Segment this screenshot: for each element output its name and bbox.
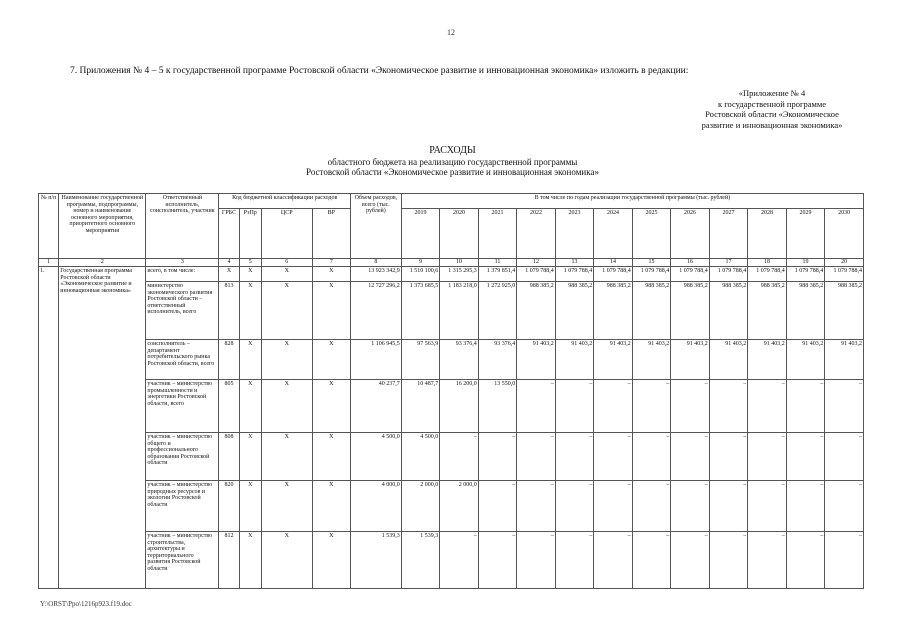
- year-value-cell: 93 376,4: [478, 340, 517, 380]
- year-value-cell: 1 379 851,4: [478, 267, 517, 282]
- column-number: 8: [351, 259, 402, 267]
- year-value-cell: 1 079 788,4: [671, 267, 710, 282]
- year-value-cell: –: [748, 532, 787, 589]
- column-number: 10: [440, 259, 479, 267]
- year-value-cell: 1 272 925,0: [478, 282, 517, 340]
- csr-cell: X: [261, 267, 312, 282]
- header-name: Наименование государственной программы, подпрограммы, номер и наименование основного мероприятия, приоритетного основного мероприятия: [59, 194, 146, 259]
- csr-cell: X: [261, 481, 312, 532]
- grbs-cell: 805: [219, 380, 239, 433]
- vr-cell: X: [312, 282, 351, 340]
- column-number: 19: [786, 259, 825, 267]
- year-value-cell: –: [709, 532, 748, 589]
- year-value-cell: –: [632, 532, 671, 589]
- rzpr-cell: X: [239, 282, 261, 340]
- intro-paragraph: 7. Приложения № 4 – 5 к государственной программе Ростовской области «Экономическое развитие и инновационная экономика» изложить в редакции:: [70, 66, 689, 76]
- annex-header: [672, 88, 872, 130]
- year-value-cell: 1 079 788,4: [709, 267, 748, 282]
- year-value-cell: –: [632, 380, 671, 433]
- year-value-cell: 4 500,0: [401, 433, 440, 481]
- table-row: [39, 532, 864, 589]
- year-value-cell: –: [825, 481, 864, 532]
- header-volume: Объем расходов, всего (тыс. рублей): [351, 194, 402, 259]
- year-value-cell: 91 403,2: [517, 340, 556, 380]
- year-value-cell: –: [671, 433, 710, 481]
- year-value-cell: –: [825, 433, 864, 481]
- year-value-cell: –: [594, 481, 633, 532]
- year-value-cell: –: [825, 380, 864, 433]
- column-number: 17: [709, 259, 748, 267]
- column-number: 9: [401, 259, 440, 267]
- total-cell: 4 000,0: [351, 481, 402, 532]
- year-value-cell: 988 385,2: [748, 282, 787, 340]
- header-num: № п/п: [39, 194, 59, 259]
- year-value-cell: 988 385,2: [671, 282, 710, 340]
- year-value-cell: 1 183 218,0: [440, 282, 479, 340]
- annex-line-4: развитие и инновационная экономика»: [701, 119, 843, 130]
- year-value-cell: 1 079 788,4: [517, 267, 556, 282]
- grbs-cell: X: [219, 267, 239, 282]
- header-year-5: 2024: [594, 209, 633, 259]
- grbs-cell: 828: [219, 340, 239, 380]
- year-value-cell: 988 385,2: [555, 282, 594, 340]
- year-value-cell: 988 385,2: [709, 282, 748, 340]
- table-row: [39, 433, 864, 481]
- year-value-cell: –: [555, 481, 594, 532]
- vr-cell: X: [312, 532, 351, 589]
- program-number: 1.: [39, 267, 59, 589]
- annex-line-1: «Приложение № 4: [738, 88, 806, 98]
- header-year-8: 2027: [709, 209, 748, 259]
- year-value-cell: 1 079 788,4: [748, 267, 787, 282]
- header-codes: Код бюджетной классификации расходов: [219, 194, 351, 209]
- year-value-cell: –: [594, 532, 633, 589]
- expenses-table: [38, 193, 864, 589]
- column-number: 6: [261, 259, 312, 267]
- table-row: [39, 380, 864, 433]
- table-row: [39, 340, 864, 380]
- year-value-cell: –: [709, 481, 748, 532]
- header-year-9: 2028: [748, 209, 787, 259]
- year-value-cell: 1 079 788,4: [632, 267, 671, 282]
- year-value-cell: 1 315 295,3: [440, 267, 479, 282]
- year-value-cell: –: [440, 532, 479, 589]
- header-code-0: ГРБС: [219, 209, 239, 259]
- year-value-cell: –: [671, 481, 710, 532]
- header-year-3: 2022: [517, 209, 556, 259]
- total-cell: 1 106 945,5: [351, 340, 402, 380]
- year-value-cell: –: [786, 532, 825, 589]
- vr-cell: X: [312, 340, 351, 380]
- table-row: [39, 481, 864, 532]
- header-years: В том числе по годам реализации государственной программы (тыс. рублей): [401, 194, 863, 209]
- year-value-cell: 16 200,0: [440, 380, 479, 433]
- year-value-cell: –: [517, 380, 556, 433]
- header-row-1: [39, 194, 864, 209]
- year-value-cell: 91 403,2: [594, 340, 633, 380]
- executor-cell: участник – министерство природных ресурсов и экологии Ростовской области: [146, 481, 219, 532]
- year-value-cell: –: [632, 433, 671, 481]
- csr-cell: X: [261, 340, 312, 380]
- vr-cell: X: [312, 481, 351, 532]
- column-number: 20: [825, 259, 864, 267]
- column-number: 16: [671, 259, 710, 267]
- year-value-cell: 91 403,2: [632, 340, 671, 380]
- vr-cell: X: [312, 433, 351, 481]
- year-value-cell: –: [478, 532, 517, 589]
- program-name: Государственная программа Ростовской области «Экономическое развитие и инновационная экономика»: [59, 267, 146, 589]
- header-year-10: 2029: [786, 209, 825, 259]
- year-value-cell: –: [786, 481, 825, 532]
- year-value-cell: 988 385,2: [517, 282, 556, 340]
- year-value-cell: –: [555, 380, 594, 433]
- grbs-cell: 813: [219, 282, 239, 340]
- csr-cell: X: [261, 380, 312, 433]
- page-number: 12: [447, 28, 455, 37]
- year-value-cell: 91 403,2: [825, 340, 864, 380]
- total-cell: 40 237,7: [351, 380, 402, 433]
- column-number-row: [39, 259, 864, 267]
- year-value-cell: 1 079 788,4: [786, 267, 825, 282]
- total-cell: 12 727 296,2: [351, 282, 402, 340]
- year-value-cell: –: [786, 433, 825, 481]
- year-value-cell: 988 385,2: [786, 282, 825, 340]
- grbs-cell: 820: [219, 481, 239, 532]
- column-number: 14: [594, 259, 633, 267]
- executor-cell: участник – министерство общего и профессионального образования Ростовской области: [146, 433, 219, 481]
- document-title: [250, 146, 655, 178]
- header-year-11: 2030: [825, 209, 864, 259]
- executor-cell: соисполнитель – департамент потребительского рынка Ростовской области, всего: [146, 340, 219, 380]
- year-value-cell: 988 385,2: [632, 282, 671, 340]
- rzpr-cell: X: [239, 340, 261, 380]
- year-value-cell: 97 563,9: [401, 340, 440, 380]
- executor-cell: всего, в том числе:: [146, 267, 219, 282]
- rzpr-cell: X: [239, 433, 261, 481]
- year-value-cell: –: [709, 433, 748, 481]
- rzpr-cell: X: [239, 267, 261, 282]
- year-value-cell: 10 487,7: [401, 380, 440, 433]
- year-value-cell: 2 000,0: [401, 481, 440, 532]
- year-value-cell: –: [825, 532, 864, 589]
- year-value-cell: –: [748, 433, 787, 481]
- column-number: 2: [59, 259, 146, 267]
- header-code-1: РзПр: [239, 209, 261, 259]
- year-value-cell: 91 403,2: [786, 340, 825, 380]
- year-value-cell: –: [632, 481, 671, 532]
- year-value-cell: 1 079 788,4: [555, 267, 594, 282]
- column-number: 3: [146, 259, 219, 267]
- footer-file-path: Y:\ORST\Ppo\1216p923.f19.doc: [40, 600, 132, 608]
- header-year-0: 2019: [401, 209, 440, 259]
- title-line-2: областного бюджета на реализацию государственной программы: [327, 156, 578, 167]
- year-value-cell: 93 376,4: [440, 340, 479, 380]
- header-code-3: ВР: [312, 209, 351, 259]
- csr-cell: X: [261, 532, 312, 589]
- column-number: 15: [632, 259, 671, 267]
- vr-cell: X: [312, 267, 351, 282]
- grbs-cell: 808: [219, 433, 239, 481]
- executor-cell: участник – министерство строительства, архитектуры и территориального развития Ростовской области: [146, 532, 219, 589]
- year-value-cell: –: [594, 433, 633, 481]
- year-value-cell: –: [748, 380, 787, 433]
- year-value-cell: –: [517, 481, 556, 532]
- year-value-cell: 1 079 788,4: [594, 267, 633, 282]
- year-value-cell: 1 539,3: [401, 532, 440, 589]
- column-number: 18: [748, 259, 787, 267]
- title-line-3: Ростовской области «Экономическое развитие и инновационная экономика»: [306, 167, 599, 177]
- column-number: 5: [239, 259, 261, 267]
- annex-line-3: Ростовской области «Экономическое: [705, 109, 839, 119]
- year-value-cell: 1 079 788,4: [825, 267, 864, 282]
- year-value-cell: –: [555, 532, 594, 589]
- year-value-cell: 1 373 685,5: [401, 282, 440, 340]
- year-value-cell: –: [555, 433, 594, 481]
- title-line-1: РАСХОДЫ: [429, 145, 476, 156]
- header-year-1: 2020: [440, 209, 479, 259]
- executor-cell: участник – министерство промышленности и энергетики Ростовской области, всего: [146, 380, 219, 433]
- column-number: 11: [478, 259, 517, 267]
- year-value-cell: –: [671, 380, 710, 433]
- year-value-cell: –: [440, 433, 479, 481]
- header-code-2: ЦСР: [261, 209, 312, 259]
- vr-cell: X: [312, 380, 351, 433]
- year-value-cell: –: [709, 380, 748, 433]
- year-value-cell: –: [478, 481, 517, 532]
- column-number: 13: [555, 259, 594, 267]
- year-value-cell: –: [594, 380, 633, 433]
- year-value-cell: –: [478, 433, 517, 481]
- table-row: [39, 267, 864, 282]
- total-cell: 13 923 342,9: [351, 267, 402, 282]
- column-number: 1: [39, 259, 59, 267]
- header-executor: Ответственный исполнитель, соисполнитель, участник: [146, 194, 219, 259]
- year-value-cell: 91 403,2: [555, 340, 594, 380]
- rzpr-cell: X: [239, 481, 261, 532]
- grbs-cell: 812: [219, 532, 239, 589]
- rzpr-cell: X: [239, 532, 261, 589]
- column-number: 7: [312, 259, 351, 267]
- year-value-cell: 91 403,2: [748, 340, 787, 380]
- year-value-cell: –: [671, 532, 710, 589]
- csr-cell: X: [261, 433, 312, 481]
- executor-cell: министерство экономического развития Ростовской области – ответственный исполнитель, всего: [146, 282, 219, 340]
- total-cell: 1 539,3: [351, 532, 402, 589]
- header-year-7: 2026: [671, 209, 710, 259]
- year-value-cell: 91 403,2: [709, 340, 748, 380]
- table-row: [39, 282, 864, 340]
- year-value-cell: 1 510 100,6: [401, 267, 440, 282]
- header-year-6: 2025: [632, 209, 671, 259]
- year-value-cell: –: [517, 532, 556, 589]
- year-value-cell: 2 000,0: [440, 481, 479, 532]
- rzpr-cell: X: [239, 380, 261, 433]
- total-cell: 4 500,0: [351, 433, 402, 481]
- header-year-2: 2021: [478, 209, 517, 259]
- annex-line-2: к государственной программе: [717, 98, 827, 109]
- year-value-cell: 13 550,0: [478, 380, 517, 433]
- column-number: 12: [517, 259, 556, 267]
- column-number: 4: [219, 259, 239, 267]
- year-value-cell: –: [786, 380, 825, 433]
- year-value-cell: 988 385,2: [825, 282, 864, 340]
- year-value-cell: –: [748, 481, 787, 532]
- header-year-4: 2023: [555, 209, 594, 259]
- csr-cell: X: [261, 282, 312, 340]
- year-value-cell: –: [517, 433, 556, 481]
- year-value-cell: 91 403,2: [671, 340, 710, 380]
- year-value-cell: 988 385,2: [594, 282, 633, 340]
